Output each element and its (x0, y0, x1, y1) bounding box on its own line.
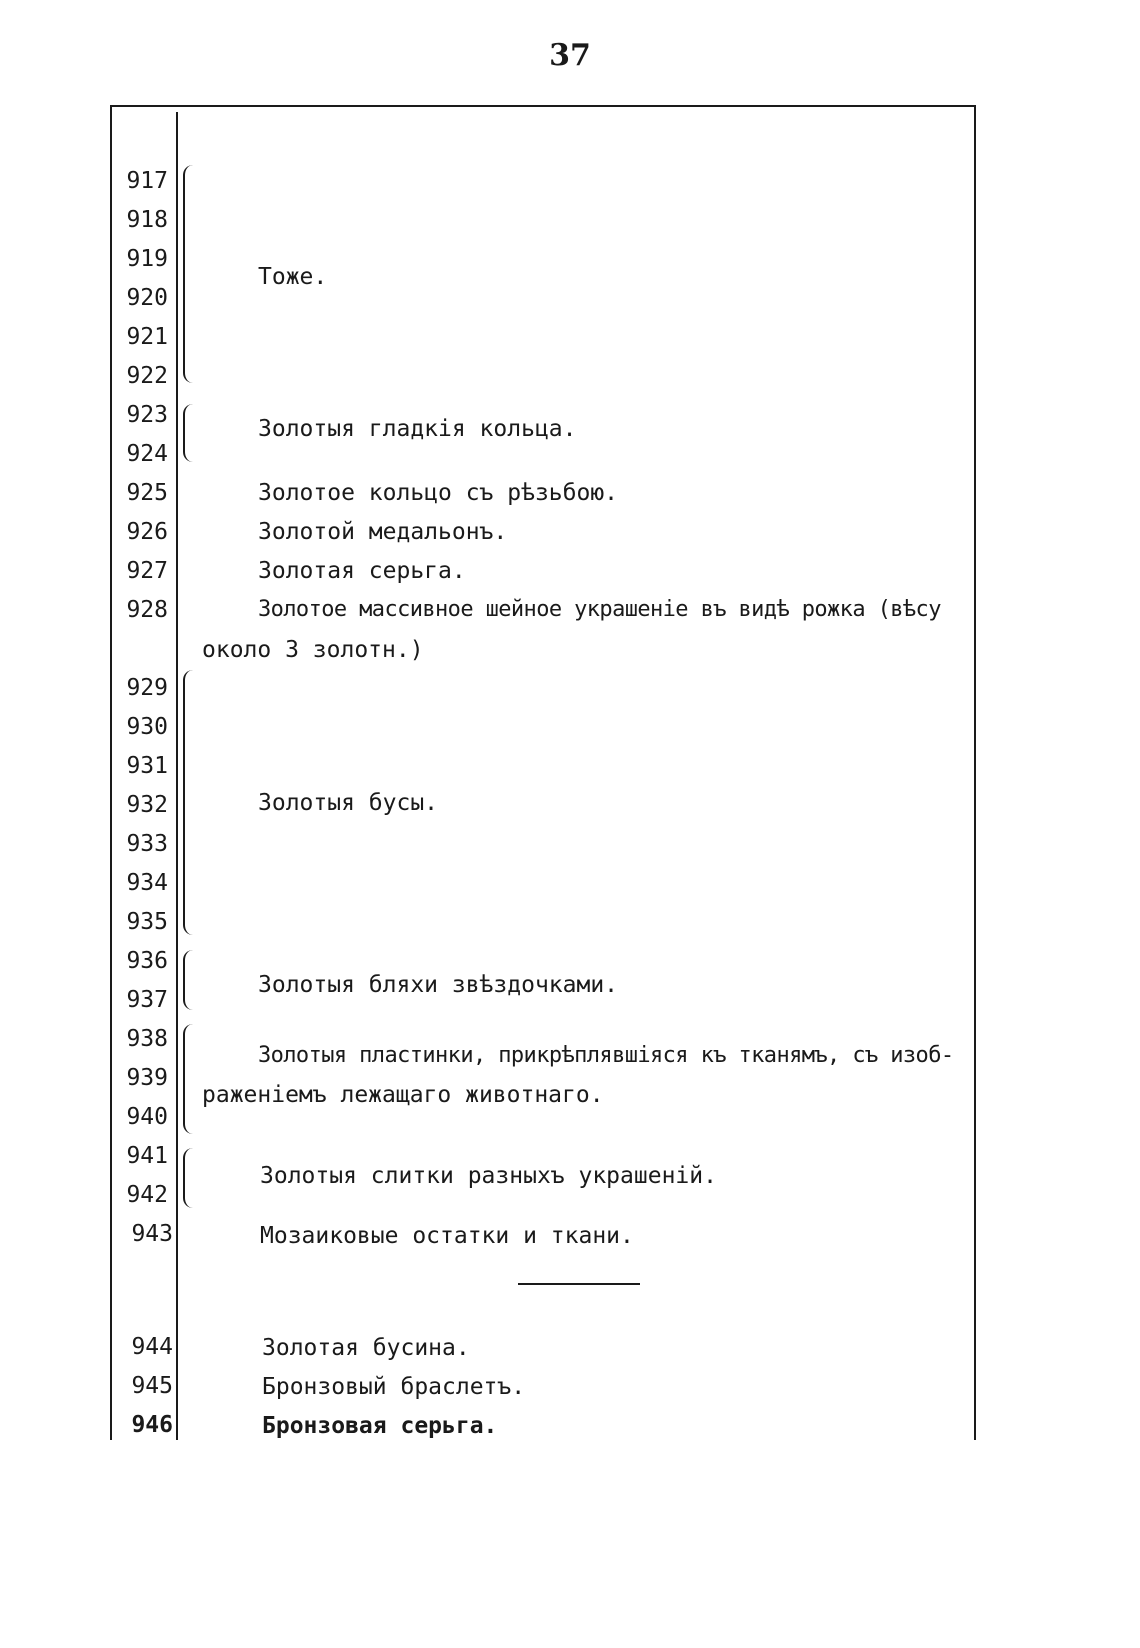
item-number: 921 (126, 324, 168, 350)
item-number: 933 (126, 831, 168, 857)
item-description: Золотой медальонъ. (258, 519, 508, 545)
item-description: Золотое кольцо съ рѣзьбою. (258, 480, 619, 506)
item-number: 931 (126, 753, 168, 779)
item-number: 935 (126, 909, 168, 935)
item-description: Бронзовая серьга. (262, 1413, 498, 1439)
item-number: 919 (126, 246, 168, 272)
item-number: 937 (126, 987, 168, 1013)
item-number: 934 (126, 870, 168, 896)
item-number: 924 (126, 441, 168, 467)
item-description: Золотое массивное шейное украшеніе въ видѣ рожка (вѣсу (258, 597, 941, 622)
item-description: Тоже. (258, 264, 328, 290)
item-number: 936 (126, 948, 168, 974)
item-number: 929 (126, 675, 168, 701)
item-description: Золотыя пластинки, прикрѣплявшіяся къ тканямъ, съ изоб- (258, 1043, 954, 1068)
group-brace (183, 165, 197, 383)
item-number: 917 (126, 168, 168, 194)
item-description: Золотыя бляхи звѣздочками. (258, 972, 619, 998)
section-separator (518, 1283, 640, 1285)
group-brace (183, 1024, 197, 1134)
item-description: Золотая бусина. (262, 1335, 470, 1361)
group-brace (183, 670, 197, 935)
item-number: 941 (126, 1143, 168, 1169)
item-number: 944 (131, 1334, 173, 1360)
item-number: 927 (126, 558, 168, 584)
item-number: 925 (126, 480, 168, 506)
item-number: 942 (126, 1182, 168, 1208)
item-description: Бронзовый браслетъ. (262, 1374, 526, 1400)
item-number: 926 (126, 519, 168, 545)
item-number: 918 (126, 207, 168, 233)
item-description-continued: около 3 золотн.) (202, 637, 424, 663)
item-number: 940 (126, 1104, 168, 1130)
item-number: 928 (126, 597, 168, 623)
group-brace (183, 404, 197, 462)
item-number: 943 (131, 1221, 173, 1247)
item-number: 939 (126, 1065, 168, 1091)
item-description: Золотыя слитки разныхъ украшеній. (260, 1163, 717, 1189)
item-description-continued: раженіемъ лежащаго животнаго. (202, 1082, 604, 1108)
item-description: Золотая серьга. (258, 558, 466, 584)
table-right-rule (974, 105, 976, 1440)
page-number: 37 (549, 38, 591, 73)
item-number: 932 (126, 792, 168, 818)
item-number: 930 (126, 714, 168, 740)
table-top-rule (110, 105, 976, 107)
item-description: Мозаиковые остатки и ткани. (260, 1223, 634, 1249)
item-number: 922 (126, 363, 168, 389)
item-description: Золотыя бусы. (258, 790, 439, 816)
item-description: Золотыя гладкія кольца. (258, 416, 577, 442)
item-number: 923 (126, 402, 168, 428)
group-brace (183, 1148, 197, 1208)
item-number: 938 (126, 1026, 168, 1052)
item-number: 920 (126, 285, 168, 311)
item-number: 946 (131, 1412, 173, 1438)
item-number: 945 (131, 1373, 173, 1399)
group-brace (183, 950, 197, 1010)
column-divider-rule (176, 112, 178, 1440)
